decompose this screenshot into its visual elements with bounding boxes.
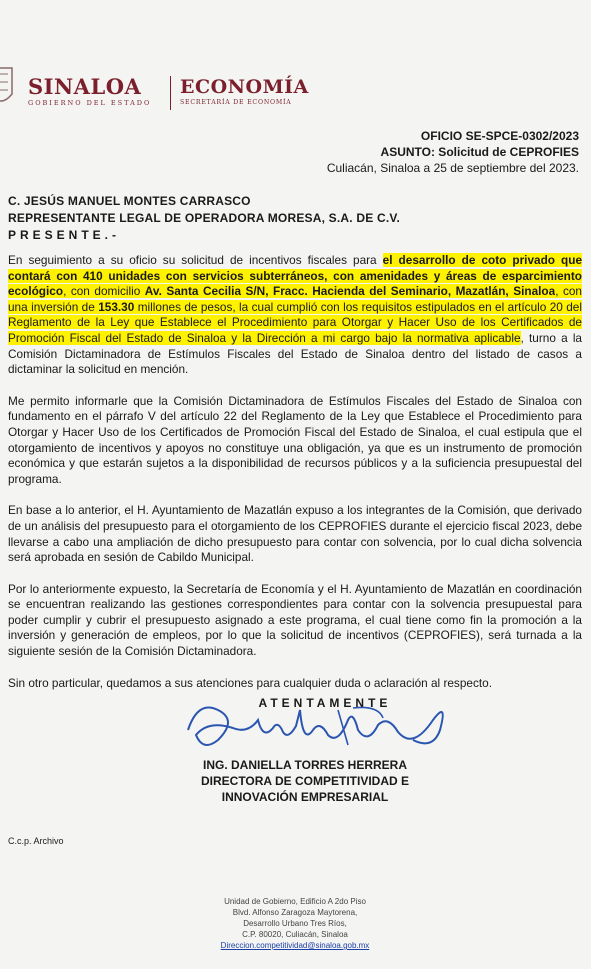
signatory-title-1: DIRECTORA DE COMPETITIVIDAD E	[200, 774, 409, 788]
paragraph-2: Me permito informarle que la Comisión Dictaminadora de Estímulos Fiscales del Estado de Sinaloa con fundamento en el párrafo V del artículo 22 del Reglamento de la Ley que Establece el Procedimiento para Otorgar y Hacer Uso de los Certificados de Promoción Fiscal del Estado de Sinaloa, el cual estipula que el otorgamiento de incentivos y apoyos no constituye una obligación, ya que es un instrumento de promoción económica y que estarán sujetos a la disponibilidad de recursos públicos y a la suficiencia presupuestal del programa.	[8, 393, 582, 486]
brand-subtitle: GOBIERNO DEL ESTADO	[28, 99, 152, 107]
handwritten-signature	[178, 690, 458, 760]
ccp: C.c.p. Archivo	[8, 836, 64, 846]
p1-connector: , con domicilio	[63, 284, 145, 299]
department-subtitle: SECRETARÍA DE ECONOMÍA	[180, 99, 292, 106]
footer-line-1: Unidad de Gobierno, Edificio A 2do Piso	[224, 897, 366, 906]
letterhead	[0, 62, 400, 122]
p1-intro: En seguimiento a su oficio su solicitud de incentivos fiscales para	[8, 253, 383, 267]
brand-name: SINALOA	[28, 74, 142, 99]
oficio-number: OFICIO SE-SPCE-0302/2023	[420, 129, 579, 143]
footer-address	[170, 896, 420, 951]
footer-email-link[interactable]: Direccion.competitividad@sinaloa.gob.mx	[220, 941, 370, 950]
paragraph-1	[8, 253, 582, 378]
brand-block	[28, 76, 151, 107]
p1-closing: , turno a la Comisión Dictaminadora de Estímulos Fiscales del Estado de Sinaloa dentro del listado de casos a dictaminar la solicitud en mención.	[8, 330, 582, 377]
reference-block	[327, 128, 579, 176]
addressee-name: C. JESÚS MANUEL MONTES CARRASCO	[8, 194, 251, 208]
atentamente: ATENTAMENTE	[258, 696, 392, 710]
footer-line-2: Blvd. Alfonso Zaragoza Maytorena,	[232, 908, 358, 917]
signatory-title-2: INNOVACIÓN EMPRESARIAL	[221, 790, 389, 804]
p1-requirements: millones de pesos, la cual cumplió con los requisitos estipulados en el artículo 20 del Reglamento de la Ley que Establece el Procedimiento para Otorgar y Hacer Uso de los Certificados de Promoción Fiscal del Estado de Sinaloa y la Dirección a mi cargo bajo la normativa aplicable	[8, 299, 582, 345]
paragraph-4: Por lo anteriormente expuesto, la Secretaría de Economía y el H. Ayuntamiento de Mazatlán en coordinación se encuentran realizando las gestiones correspondientes para contar con la solvencia presupuestal para poder cumplir y cubrir el presupuesto asignado a este programa, el cual tiene como fin la promoción a la inversión y generación de empleos, por lo que la solicitud de incentivos (CEPROFIES), será turnada a la siguiente sesión de la Comisión Dictaminadora.	[8, 581, 582, 659]
p1-address: Av. Santa Cecilia S/N, Fracc. Hacienda del Seminario, Mazatlán, Sinaloa	[144, 284, 556, 299]
paragraph-5: Sin otro particular, quedamos a sus atenciones para cualquier duda o aclaración al respecto.	[8, 675, 492, 690]
letter-body	[8, 253, 582, 707]
presente: PRESENTE.-	[8, 228, 121, 242]
footer-line-3: Desarrollo Urbano Tres Ríos,	[243, 919, 347, 928]
p1-investment-label: , con una inversión de	[8, 284, 582, 314]
department-name: ECONOMÍA	[180, 76, 309, 98]
state-seal-icon	[0, 64, 16, 110]
addressee-block	[8, 193, 400, 244]
p1-project: el desarrollo de coto privado que contará con 410 unidades con servicios subterráneos, con amenidades y áreas de esparcimiento ecológico	[8, 253, 583, 299]
p1-investment-amount: 153.30	[98, 299, 135, 314]
department-block	[180, 76, 309, 106]
addressee-role: REPRESENTANTE LEGAL DE OPERADORA MORESA, S.A. DE C.V.	[8, 211, 400, 225]
header-divider	[170, 76, 171, 110]
signatory-name: ING. DANIELLA TORRES HERRERA	[202, 758, 407, 772]
place-date: Culiacán, Sinaloa a 25 de septiembre del 2023.	[326, 161, 579, 175]
paragraph-3: En base a lo anterior, el H. Ayuntamiento de Mazatlán expuso a los integrantes de la Comisión, que derivado de un análisis del presupuesto para el otorgamiento de los CEPROFIES durante el ejercicio fiscal 2023, debe llevarse a cabo una ampliación de dicho presupuesto para contar con solvencia, por lo cual dicha solvencia será aprobada en sesión de Cabildo Municipal.	[8, 503, 582, 565]
footer-line-4: C.P. 80020, Culiacán, Sinaloa	[242, 930, 348, 939]
asunto: ASUNTO: Solicitud de CEPROFIES	[380, 145, 579, 159]
